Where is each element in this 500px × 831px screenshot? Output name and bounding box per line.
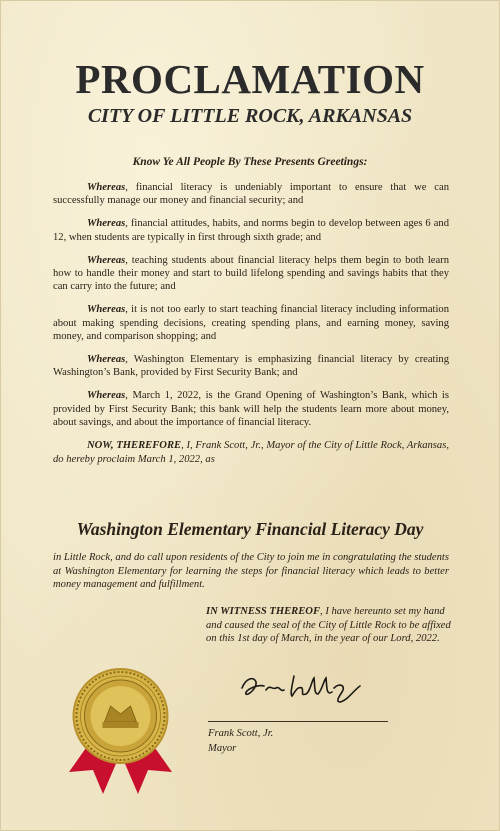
invitation-paragraph: in Little Rock, and do call upon residents of the City to join me in congratulating the students at Washington Elementary for learning the steps for financial literacy which leads to better money management and fulfillment. (53, 552, 449, 591)
whereas-text: , financial literacy is undeniably important to ensure that we can successfully manage our money and financial security; and (53, 182, 449, 207)
witness-keyword: IN WITNESS THEREOF (206, 606, 321, 617)
city-seal-icon (63, 666, 178, 801)
whereas-section (53, 181, 449, 466)
signer-name: Frank Scott, Jr. (208, 728, 274, 739)
therefore-paragraph (53, 439, 449, 466)
whereas-paragraph (53, 389, 449, 429)
signature-line (208, 721, 388, 722)
whereas-text: , it is not too early to start teaching financial literacy including information about making spending decisions, creating spending plans, and earning money, saving money, and comparison shopping; and (53, 304, 449, 343)
whereas-keyword: Whereas (87, 390, 126, 402)
signer-title: Mayor (208, 742, 237, 754)
witness-paragraph (206, 605, 451, 646)
whereas-paragraph (53, 181, 449, 208)
proclaimed-day-name: Washington Elementary Financial Literacy Day (76, 519, 424, 539)
mayor-signature (236, 666, 366, 706)
whereas-keyword: Whereas (87, 182, 126, 193)
whereas-text: , March 1, 2022, is the Grand Opening of Washington’s Bank, which is provided by First Security Bank; this bank will help the students learn more about money, about savings, and about the importance of financial literacy. (53, 390, 449, 429)
whereas-keyword: Whereas (87, 218, 126, 230)
signer-block (208, 727, 273, 756)
whereas-keyword: Whereas (87, 254, 126, 266)
whereas-keyword: Whereas (87, 304, 126, 316)
whereas-paragraph (53, 353, 449, 380)
whereas-text: , financial attitudes, habits, and norms begin to develop between ages 6 and 12, when students are typically in first through sixth grade; and (53, 218, 449, 243)
therefore-text: , I, Frank Scott, Jr., Mayor of the City of Little Rock, Arkansas, do hereby proclaim March 1, 2022, as (53, 440, 449, 465)
whereas-paragraph (53, 303, 449, 343)
document-title: PROCLAMATION (75, 56, 425, 102)
whereas-paragraph (53, 217, 449, 244)
whereas-text: , Washington Elementary is emphasizing financial literacy by creating Washington’s Bank, provided by First Security Bank; and (53, 354, 449, 379)
greeting-line: Know Ye All People By These Presents Greetings: (132, 156, 368, 168)
whereas-paragraph (53, 254, 449, 294)
witness-text: , I have hereunto set my hand and caused the seal of the City of Little Rock to be affixed on this 1st day of March, in the year of our Lord, 2022. (206, 606, 451, 645)
whereas-keyword: Whereas (87, 354, 126, 366)
document-subtitle: CITY OF LITTLE ROCK, ARKANSAS (87, 105, 413, 127)
whereas-text: , teaching students about financial literacy helps them begin to both learn how to handle their money and start to build lifelong spending and savings habits that they can carry into the future; and (53, 254, 449, 293)
therefore-keyword: NOW, THEREFORE (87, 440, 182, 452)
